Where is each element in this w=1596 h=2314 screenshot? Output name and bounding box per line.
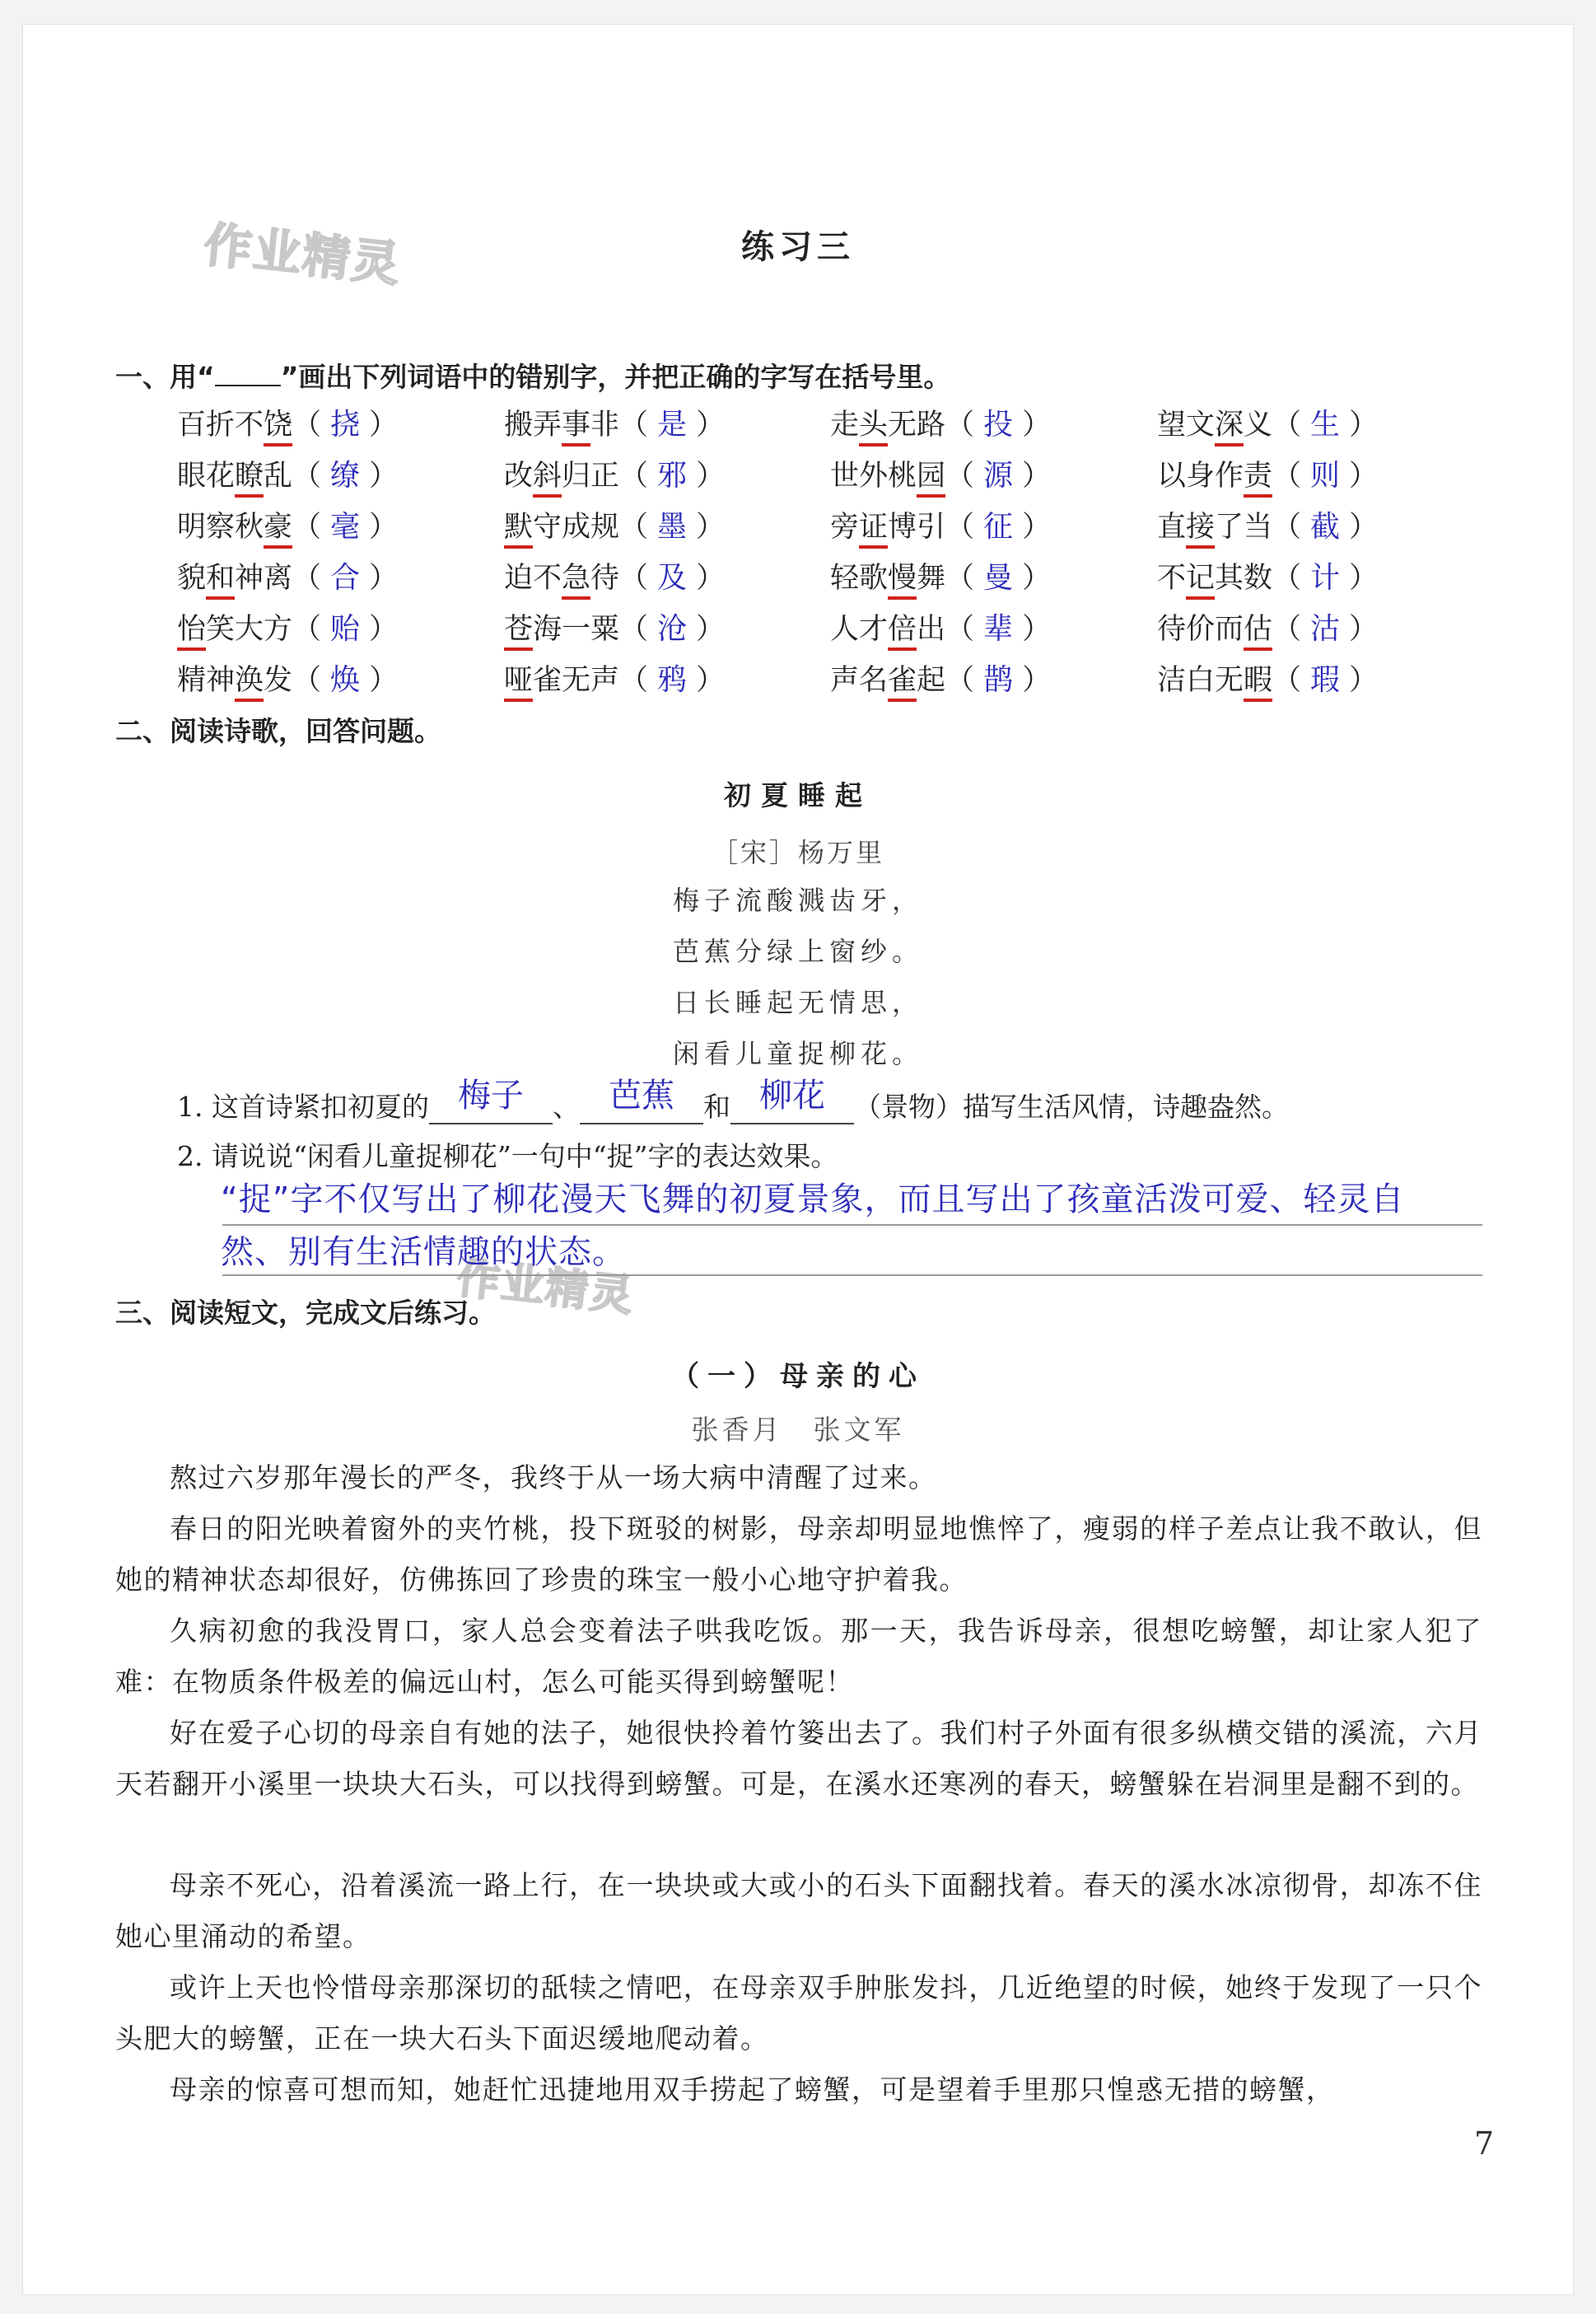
typo-wrong-char: 斜 xyxy=(533,460,562,498)
typo-item xyxy=(830,402,1051,448)
typo-answer[interactable]: 辈 xyxy=(983,612,1014,646)
typo-text-before: 不 xyxy=(1157,562,1187,595)
passage-paragraph: 好在爱子心切的母亲自有她的法子，她很快拎着竹篓出去了。我们村子外面有很多纵横交错的溪流，六月天若翻开小溪里一块块大石头，可以找得到螃蟹。可是，在溪水还寒冽的春天，螃蟹躲在岩洞里是翻不到的。 xyxy=(115,1717,1482,1800)
section1-heading xyxy=(115,356,950,395)
typo-answer[interactable]: 投 xyxy=(983,408,1014,442)
paren-open: （ xyxy=(945,664,975,697)
typo-text-after: 神离 xyxy=(235,562,293,595)
q2-answer-line-1: “捉”字不仅写出了柳花漫天飞舞的初夏景象，而且写出了孩童活泼可爱、轻灵自 xyxy=(221,1180,1405,1218)
typo-text-before: 人才 xyxy=(830,613,889,646)
typo-answer[interactable]: 则 xyxy=(1310,459,1341,493)
paren-close: ） xyxy=(696,460,726,493)
typo-item xyxy=(830,555,1051,601)
paren-close: ） xyxy=(1349,460,1379,493)
typo-wrong-char: 和 xyxy=(206,562,235,600)
typo-wrong-char: 证 xyxy=(859,511,888,549)
typo-wrong-char: 责 xyxy=(1244,460,1272,498)
typo-text-after: 起 xyxy=(917,664,946,697)
paren-open: （ xyxy=(292,460,322,493)
paren-open: （ xyxy=(1272,460,1302,493)
typo-answer[interactable]: 生 xyxy=(1310,408,1341,442)
paren-close: ） xyxy=(1349,664,1379,697)
question-2: 2. 请说说“闲看儿童捉柳花”一句中“捉”字的表达效果。 xyxy=(177,1140,838,1172)
typo-wrong-char: 事 xyxy=(562,409,590,446)
poem-line-1: 梅子流酸溅齿牙， xyxy=(672,885,923,916)
passage-paragraph: 母亲的惊喜可想而知，她赶忙迅捷地用双手捞起了螃蟹，可是望着手里那只惶惑无措的螃蟹， xyxy=(170,2073,1335,2106)
typo-wrong-char: 瞭 xyxy=(235,460,264,498)
typo-text-before: 以身作 xyxy=(1157,460,1244,493)
typo-wrong-char: 估 xyxy=(1244,613,1272,651)
typo-text-before: 世外桃 xyxy=(830,460,917,493)
paren-close: ） xyxy=(696,664,726,697)
typo-wrong-char: 哑 xyxy=(504,664,533,702)
typo-item xyxy=(177,555,398,601)
paren-open: （ xyxy=(619,664,649,697)
typo-text-before: 貌 xyxy=(177,562,207,595)
typo-text-before: 望文 xyxy=(1157,409,1216,442)
paren-close: ） xyxy=(1349,511,1379,544)
typo-text-after: 义 xyxy=(1244,409,1273,442)
passage-paragraph: 母亲不死心，沿着溪流一路上行，在一块块或大或小的石头下面翻找着。春天的溪水冰凉彻骨，却冻不住她心里涌动的希望。 xyxy=(115,1869,1482,1952)
typo-answer[interactable]: 沧 xyxy=(657,612,688,646)
typo-text-after: 非 xyxy=(590,409,620,442)
typo-text-before: 待价而 xyxy=(1157,613,1244,646)
typo-item xyxy=(830,504,1051,550)
typo-item xyxy=(504,453,725,499)
paren-open: （ xyxy=(292,613,322,646)
paren-open: （ xyxy=(1272,409,1302,442)
typo-text-before: 声名 xyxy=(830,664,889,697)
paren-open: （ xyxy=(619,511,649,544)
q1-suffix: （景物）描写生活风情，诗趣盎然。 xyxy=(853,1091,1289,1123)
typo-item xyxy=(504,555,725,601)
q1-blank-3[interactable] xyxy=(730,1077,854,1124)
passage-paragraph: 春日的阳光映着窗外的夹竹桃，投下斑驳的树影，母亲却明显地憔悴了，瘦弱的样子差点让我不敢认，但她的精神状态却很好，仿佛拣回了珍贵的珠宝一般小心地守护着我。 xyxy=(115,1512,1482,1596)
typo-wrong-char: 深 xyxy=(1215,409,1244,446)
typo-text-before: 直 xyxy=(1157,511,1187,544)
typo-wrong-char: 接 xyxy=(1186,511,1215,549)
paren-open: （ xyxy=(1272,613,1302,646)
typo-text-before: 洁白无 xyxy=(1157,664,1244,697)
typo-wrong-char: 怡 xyxy=(177,613,206,651)
paren-close: ） xyxy=(369,664,399,697)
typo-text-after: 归正 xyxy=(562,460,620,493)
paren-open: （ xyxy=(1272,562,1302,595)
section3-heading: 三、阅读短文，完成文后练习。 xyxy=(115,1297,496,1329)
typo-answer[interactable]: 焕 xyxy=(330,663,361,697)
typo-text-before: 迫不 xyxy=(504,562,562,595)
paren-close: ） xyxy=(1022,409,1052,442)
q1-answer-1: 梅子 xyxy=(457,1077,524,1115)
typo-item xyxy=(1157,504,1378,550)
section2-heading: 二、阅读诗歌，回答问题。 xyxy=(115,715,441,747)
typo-text-before: 百折不 xyxy=(177,409,264,442)
typo-text-after: 其数 xyxy=(1215,562,1273,595)
typo-item xyxy=(1157,555,1378,601)
watermark-top: 作业精灵 xyxy=(201,216,404,293)
page-number: 7 xyxy=(1474,2125,1495,2162)
passage-paragraph: 或许上天也怜惜母亲那深切的舐犊之情吧，在母亲双手肿胀发抖，几近绝望的时候，她终于发现了一只个头肥大的螃蟹，正在一块大石头下面迟缓地爬动着。 xyxy=(115,1971,1482,2055)
typo-text-after: 博引 xyxy=(888,511,946,544)
typo-text-before: 精神 xyxy=(177,664,236,697)
typo-wrong-char: 记 xyxy=(1186,562,1215,600)
paren-close: ） xyxy=(369,460,399,493)
paren-close: ） xyxy=(1022,664,1052,697)
paren-close: ） xyxy=(1349,613,1379,646)
typo-item xyxy=(177,606,398,652)
typo-text-before: 搬弄 xyxy=(504,409,562,442)
typo-text-before: 走 xyxy=(830,409,860,442)
typo-item xyxy=(177,504,398,550)
typo-text-after: 海一粟 xyxy=(533,613,620,646)
typo-wrong-char: 暇 xyxy=(1244,664,1272,702)
paren-open: （ xyxy=(945,511,975,544)
paren-close: ） xyxy=(1022,460,1052,493)
typo-text-before: 改 xyxy=(504,460,534,493)
section1-suffix: ”画出下列词语中的错别字，并把正确的字写在括号里。 xyxy=(280,361,951,393)
typo-text-after: 发 xyxy=(264,664,293,697)
typo-item xyxy=(830,606,1051,652)
typo-wrong-char: 慢 xyxy=(888,562,917,600)
paren-close: ） xyxy=(696,613,726,646)
poem-line-4: 闲看儿童捉柳花。 xyxy=(672,1038,923,1069)
passage-paragraph: 久病初愈的我没胃口，家人总会变着法子哄我吃饭。那一天，我告诉母亲，很想吃螃蟹，却让家人犯了难：在物质条件极差的偏远山村，怎么可能买得到螃蟹呢！ xyxy=(115,1615,1482,1698)
paren-open: （ xyxy=(292,511,322,544)
paren-close: ） xyxy=(696,511,726,544)
typo-text-after: 无路 xyxy=(888,409,946,442)
paren-open: （ xyxy=(1272,511,1302,544)
passage-authors: 张香月 张文军 xyxy=(691,1414,905,1446)
paren-open: （ xyxy=(292,409,322,442)
typo-answer[interactable]: 瑕 xyxy=(1310,663,1341,697)
typo-answer[interactable]: 沽 xyxy=(1310,612,1341,646)
question-1 xyxy=(177,1077,1289,1124)
q1-answer-3: 柳花 xyxy=(758,1077,825,1115)
paren-open: （ xyxy=(292,562,322,595)
paren-open: （ xyxy=(292,664,322,697)
typo-text-after: 乱 xyxy=(264,460,293,493)
typo-item xyxy=(177,657,398,704)
typo-answer[interactable]: 源 xyxy=(983,459,1014,493)
answer-rule-2 xyxy=(222,1274,1482,1276)
typo-wrong-char: 默 xyxy=(504,511,533,549)
typo-item xyxy=(1157,606,1378,652)
typo-text-before: 轻歌 xyxy=(830,562,889,595)
typo-item xyxy=(830,657,1051,704)
underline-sample xyxy=(215,363,281,386)
typo-wrong-char: 倍 xyxy=(888,613,917,651)
typo-answer[interactable]: 鹊 xyxy=(983,663,1014,697)
q1-answer-2: 芭蕉 xyxy=(608,1077,674,1115)
paren-open: （ xyxy=(945,409,975,442)
poem-author: ［宋］杨万里 xyxy=(711,837,884,868)
typo-answer[interactable]: 曼 xyxy=(983,561,1014,595)
paren-close: ） xyxy=(369,613,399,646)
typo-wrong-char: 苍 xyxy=(504,613,533,651)
passage-paragraph: 熬过六岁那年漫长的严冬，我终于从一场大病中清醒了过来。 xyxy=(170,1461,937,1494)
typo-answer[interactable]: 及 xyxy=(657,561,688,595)
paren-open: （ xyxy=(619,409,649,442)
typo-answer[interactable]: 毫 xyxy=(330,510,361,544)
q1-sep-1: 、 xyxy=(552,1091,580,1123)
paren-close: ） xyxy=(1022,613,1052,646)
typo-answer[interactable]: 邪 xyxy=(657,459,688,493)
poem-title: 初夏睡起 xyxy=(724,779,872,811)
q1-prefix: 1. 这首诗紧扣初夏的 xyxy=(177,1091,429,1123)
section1-prefix: 一、用“ xyxy=(115,361,215,393)
typo-answer[interactable]: 计 xyxy=(1310,561,1341,595)
paren-open: （ xyxy=(945,460,975,493)
typo-item xyxy=(504,504,725,550)
passage-title: （一）母亲的心 xyxy=(671,1360,925,1393)
typo-item xyxy=(830,453,1051,499)
typo-item xyxy=(1157,402,1378,448)
paren-close: ） xyxy=(1022,511,1052,544)
typo-text-after: 笑大方 xyxy=(206,613,293,646)
paren-open: （ xyxy=(945,562,975,595)
typo-text-after: 出 xyxy=(917,613,946,646)
typo-answer[interactable]: 缭 xyxy=(330,459,361,493)
typo-text-after: 雀无声 xyxy=(533,664,620,697)
typo-answer[interactable]: 截 xyxy=(1310,510,1341,544)
typo-text-after: 舞 xyxy=(917,562,946,595)
typo-answer[interactable]: 是 xyxy=(657,408,688,442)
typo-text-after: 守成规 xyxy=(533,511,620,544)
paren-close: ） xyxy=(1349,562,1379,595)
paren-close: ） xyxy=(369,511,399,544)
typo-wrong-char: 头 xyxy=(859,409,888,446)
paren-open: （ xyxy=(619,613,649,646)
typo-item xyxy=(504,606,725,652)
paren-open: （ xyxy=(945,613,975,646)
paren-close: ） xyxy=(1349,409,1379,442)
typo-wrong-char: 饶 xyxy=(264,409,292,446)
typo-text-after: 了当 xyxy=(1215,511,1273,544)
typo-item xyxy=(177,453,398,499)
typo-text-after: 待 xyxy=(590,562,620,595)
typo-text-before: 明察秋 xyxy=(177,511,264,544)
typo-wrong-char: 雀 xyxy=(888,664,917,702)
paren-open: （ xyxy=(619,562,649,595)
q1-sep-2: 和 xyxy=(702,1091,730,1123)
typo-item xyxy=(504,402,725,448)
q1-blank-1[interactable] xyxy=(429,1077,553,1124)
paren-close: ） xyxy=(369,562,399,595)
watermark-middle: 作业精灵 xyxy=(454,1253,637,1322)
q1-blank-2[interactable] xyxy=(580,1077,703,1124)
typo-item xyxy=(1157,657,1378,704)
typo-answer[interactable]: 征 xyxy=(983,510,1014,544)
typo-wrong-char: 园 xyxy=(917,460,945,498)
typo-item xyxy=(1157,453,1378,499)
typo-wrong-char: 豪 xyxy=(264,511,292,549)
typo-item xyxy=(504,657,725,704)
typo-text-before: 眼花 xyxy=(177,460,236,493)
poem-line-3: 日长睡起无情思， xyxy=(672,987,923,1018)
paren-close: ） xyxy=(696,409,726,442)
typo-item xyxy=(177,402,398,448)
paren-open: （ xyxy=(1272,664,1302,697)
paren-close: ） xyxy=(696,562,726,595)
typo-wrong-char: 涣 xyxy=(235,664,264,702)
page-title: 练习三 xyxy=(741,228,855,266)
q2-answer-line-2: 然、别有生活情趣的状态。 xyxy=(221,1233,626,1271)
typo-answer[interactable]: 合 xyxy=(330,561,361,595)
typo-answer[interactable]: 鸦 xyxy=(657,663,688,697)
paren-close: ） xyxy=(1022,562,1052,595)
typo-text-before: 旁 xyxy=(830,511,860,544)
paren-open: （ xyxy=(619,460,649,493)
typo-wrong-char: 急 xyxy=(562,562,590,600)
typo-answer[interactable]: 贻 xyxy=(330,612,361,646)
paren-close: ） xyxy=(369,409,399,442)
poem-line-2: 芭蕉分绿上窗纱。 xyxy=(672,936,923,967)
typo-answer[interactable]: 挠 xyxy=(330,408,361,442)
typo-answer[interactable]: 墨 xyxy=(657,510,688,544)
